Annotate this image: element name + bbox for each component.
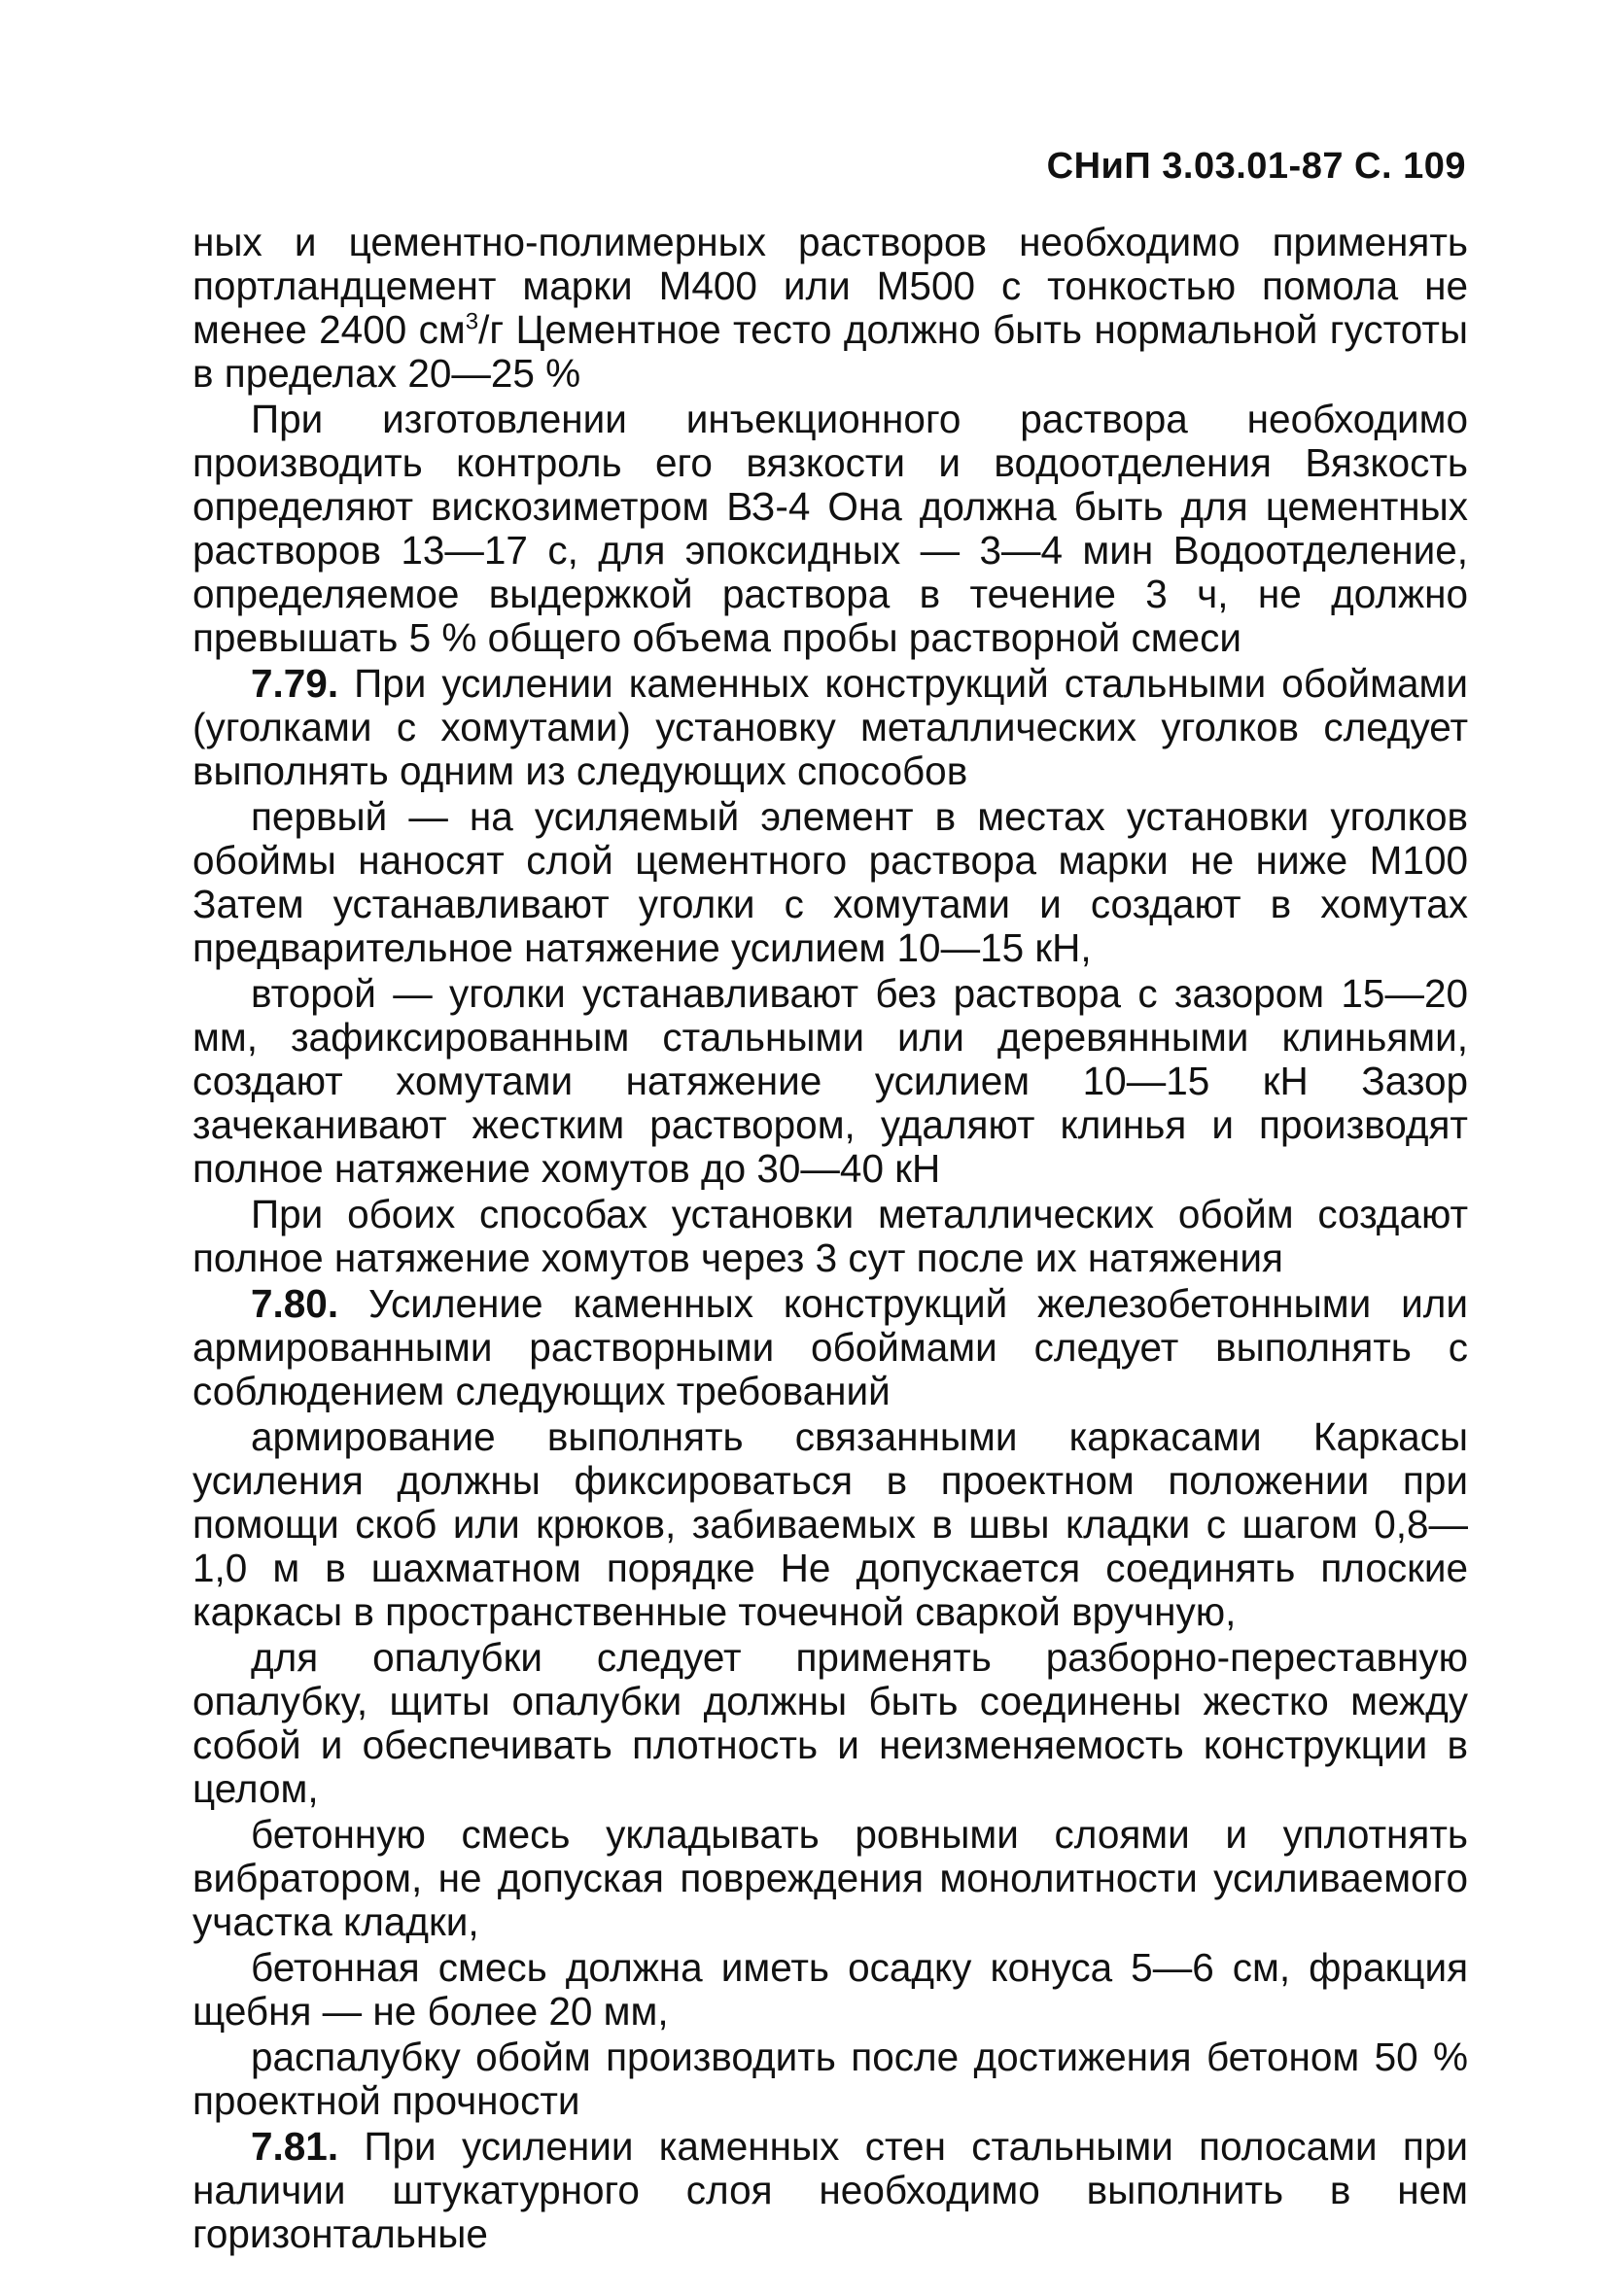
superscript: 3 [465, 308, 479, 335]
paragraph: первый — на усиляемый элемент в местах установки уголков обоймы наносят слой цементного раствора марки не ниже М100 Затем устанавливают уголки с хомутами и создают в хомутах предварительное натяжение усилием 10—15 кН, [192, 794, 1468, 970]
clause-number: 7.81. [251, 2124, 339, 2169]
paragraph: бетонную смесь укладывать ровными слоями и уплотнять вибратором, не допуская повреждения монолитности усиливаемого участка кладки, [192, 1812, 1468, 1944]
clause-7-81 [192, 2125, 1468, 2256]
paragraph: распалубку обойм производить после достижения бетоном 50 % проектной прочности [192, 2035, 1468, 2123]
clause-number: 7.80. [251, 1281, 339, 1326]
paragraph: второй — уголки устанавливают без раствора с зазором 15—20 мм, зафиксированным стальными или деревянными клиньями, создают хомутами натяжение усилием 10—15 кН Зазор зачеканивают жестким раствором, удаляют клинья и производят полное натяжение хомутов до 30—40 кН [192, 971, 1468, 1191]
paragraph: При обоих способах установки металлических обойм создают полное натяжение хомутов через 3 сут после их натяжения [192, 1192, 1468, 1280]
paragraph: для опалубки следует применять разборно-переставную опалубку, щиты опалубки должны быть соединены жестко между собой и обеспечивать плотность и неизменяемость конструкции в целом, [192, 1635, 1468, 1811]
paragraph-text: ных и цементно-полимерных растворов необходимо применять портландцемент марки М400 или М500 с тонкостью помола не менее 2400 см [192, 220, 1468, 352]
paragraph: При изготовлении инъекционного раствора необходимо производить контроль его вязкости и водоотделения Вязкость определяют вискозиметром ВЗ-4 Она должна быть для цементных растворов 13—17 с, для эпоксидных — 3—4 мин Водоотделение, определяемое выдержкой раствора в течение 3 ч, не должно превышать 5 % общего объема пробы растворной смеси [192, 397, 1468, 660]
clause-7-80 [192, 1282, 1468, 1413]
paragraph-text: /г Цементное тесто должно быть нормальной густоты в пределах 20—25 % [192, 307, 1468, 396]
body-text [192, 221, 1468, 2256]
paragraph: армирование выполнять связанными каркасами Каркасы усиления должны фиксироваться в проектном положении при помощи скоб или крюков, забиваемых в швы кладки с шагом 0,8—1,0 м в шахматном порядке Не допускается соединять плоские каркасы в пространственные точечной сваркой вручную, [192, 1414, 1468, 1634]
running-header: СНиП 3.03.01-87 С. 109 [1046, 146, 1466, 187]
clause-text: Усиление каменных конструкций железобетонными или армированными растворными обоймами следует выполнять с соблюдением следующих требований [192, 1281, 1468, 1413]
clause-number: 7.79. [251, 661, 339, 706]
clause-text: При усилении каменных стен стальными полосами при наличии штукатурного слоя необходимо выполнить в нем горизонтальные [192, 2124, 1468, 2256]
clause-text: При усилении каменных конструкций стальными обоймами (уголками с хомутами) установку металлических уголков следует выполнять одним из следующих способов [192, 661, 1468, 793]
paragraph: бетонная смесь должна иметь осадку конуса 5—6 см, фракция щебня — не более 20 мм, [192, 1945, 1468, 2034]
clause-7-79 [192, 662, 1468, 793]
paragraph-continuation [192, 221, 1468, 396]
document-page [192, 146, 1468, 2258]
